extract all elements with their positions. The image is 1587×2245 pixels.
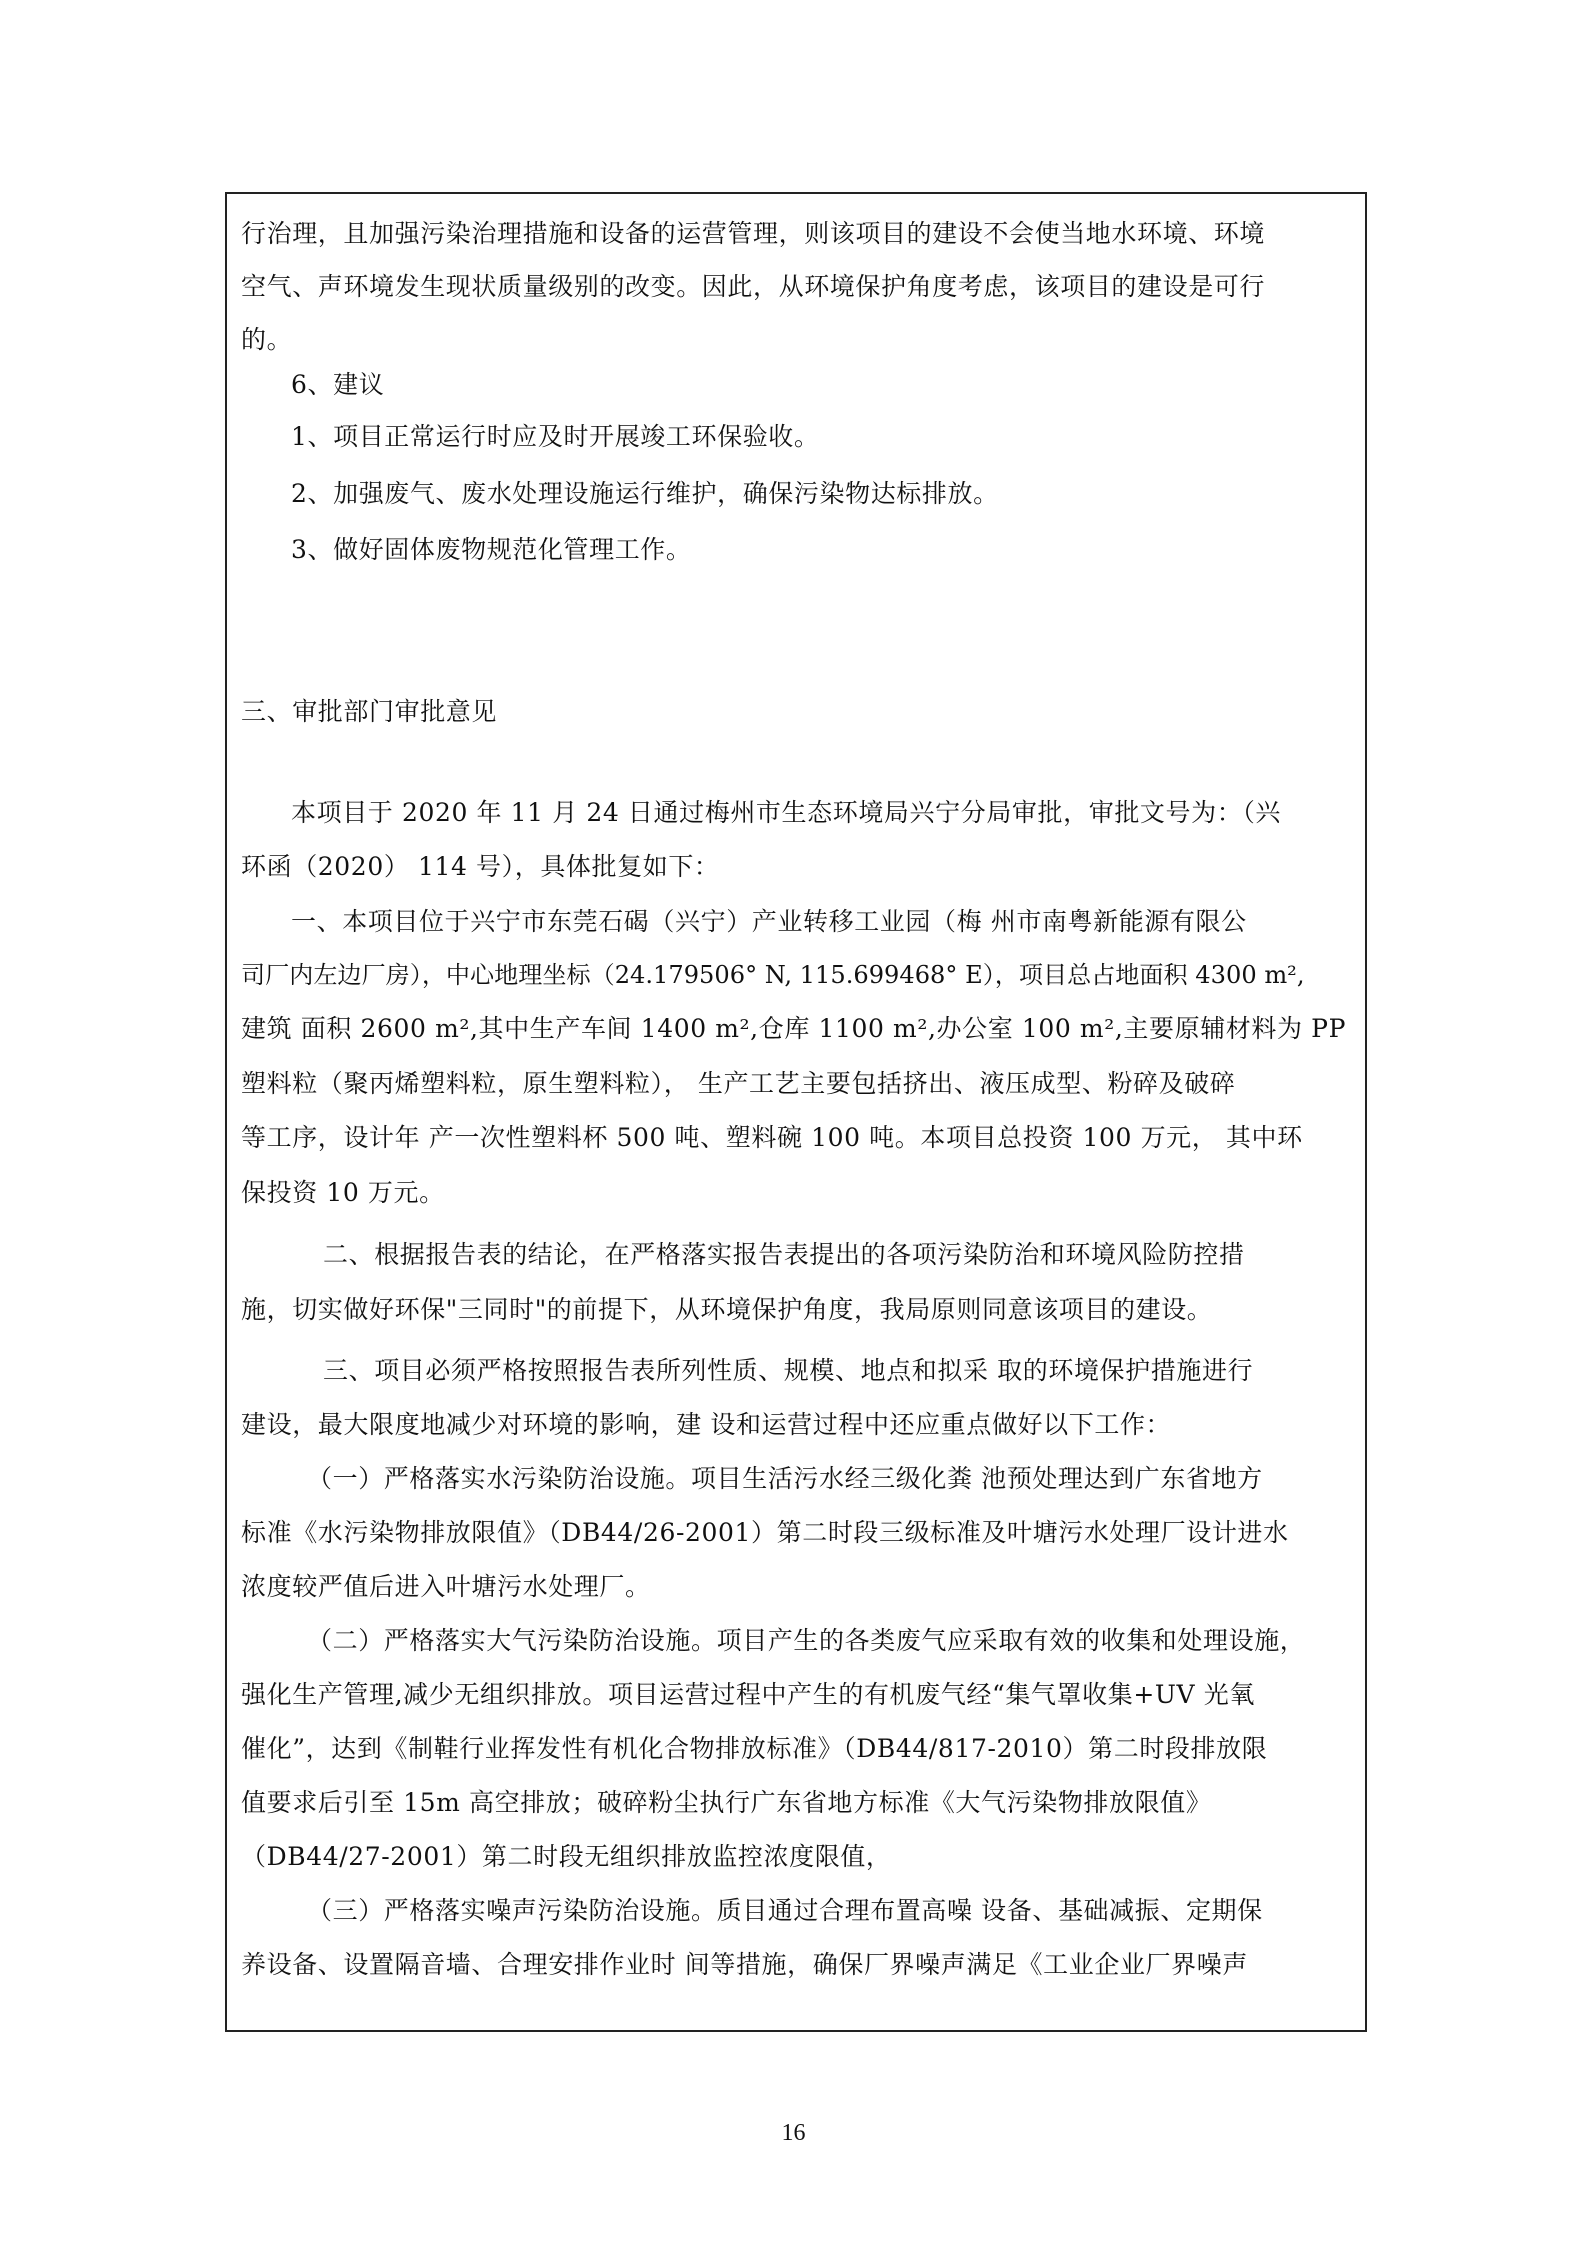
text-line: （三）严格落实噪声污染防治设施。质目通过合理布置高噪 设备、基础减振、定期保 <box>307 1896 1263 1925</box>
text-line: 催化”，达到《制鞋行业挥发性有机化合物排放标准》（DB44/817-2010）第二时段排放限 <box>241 1734 1268 1763</box>
section-heading: 6、建议 <box>291 370 385 399</box>
text-line: （DB44/27-2001）第二时段无组织排放监控浓度限值， <box>241 1842 892 1871</box>
text-line: 塑料粒（聚丙烯塑料粒，原生塑料粒）， 生产工艺主要包括挤出、液压成型、粉碎及破碎 <box>241 1069 1236 1098</box>
list-item: 2、加强废气、废水处理设施运行维护，确保污染物达标排放。 <box>291 479 999 508</box>
text-line: 建筑 面积 2600 m²,其中生产车间 1400 m²,仓库 1100 m²,办公室 100 m²,主要原辅材料为 PP <box>241 1014 1346 1043</box>
text-line: 标准《水污染物排放限值》（DB44/26-2001）第二时段三级标准及叶塘污水处理厂设计进水 <box>241 1518 1289 1547</box>
page-number: 16 <box>781 2120 806 2146</box>
text-line: 三、项目必须严格按照报告表所列性质、规模、地点和拟采 取的环境保护措施进行 <box>323 1356 1254 1385</box>
text-line: 建设，最大限度地减少对环境的影响，建 设和运营过程中还应重点做好以下工作： <box>241 1410 1172 1439</box>
text-line: 的。 <box>241 325 293 354</box>
section-heading: 三、审批部门审批意见 <box>241 697 498 726</box>
text-line: 司厂内左边厂房），中心地理坐标（24.179506° N, 115.699468° E），项目总占地面积 4300 m², <box>241 961 1305 989</box>
text-line: 施，切实做好环保"三同时"的前提下，从环境保护角度，我局原则同意该项目的建设。 <box>241 1295 1213 1324</box>
text-line: 行治理，且加强污染治理措施和设备的运营管理，则该项目的建设不会使当地水环境、环境 <box>241 219 1266 248</box>
text-line: 一、本项目位于兴宁市东莞石碣（兴宁）产业转移工业园（梅 州市南粤新能源有限公 <box>291 907 1247 936</box>
list-item: 1、项目正常运行时应及时开展竣工环保验收。 <box>291 422 820 451</box>
text-line: 浓度较严值后进入叶塘污水处理厂。 <box>241 1572 651 1601</box>
text-line: 强化生产管理,减少无组织排放。项目运营过程中产生的有机废气经“集气罩收集+UV 光氧 <box>241 1680 1255 1709</box>
text-line: （二）严格落实大气污染防治设施。项目产生的各类废气应采取有效的收集和处理设施， <box>307 1626 1306 1655</box>
text-line: 保投资 10 万元。 <box>241 1178 445 1207</box>
text-line: 环函（2020） 114 号），具体批复如下： <box>241 852 720 881</box>
text-line: （一）严格落实水污染防治设施。项目生活污水经三级化粪 池预处理达到广东省地方 <box>307 1464 1263 1493</box>
text-line: 等工序，设计年 产一次性塑料杯 500 吨、塑料碗 100 吨。本项目总投资 100 万元， 其中环 <box>241 1123 1303 1152</box>
text-line: 值要求后引至 15m 高空排放；破碎粉尘执行广东省地方标准《大气污染物排放限值》 <box>241 1788 1212 1817</box>
text-line: 本项目于 2020 年 11 月 24 日通过梅州市生态环境局兴宁分局审批，审批文号为：（兴 <box>291 798 1282 827</box>
text-line: 养设备、设置隔音墙、合理安排作业时 间等措施，确保厂界噪声满足《工业企业厂界噪声 <box>241 1950 1248 1979</box>
text-line: 空气、声环境发生现状质量级别的改变。因此，从环境保护角度考虑，该项目的建设是可行 <box>241 272 1266 301</box>
document-frame <box>225 192 1367 2032</box>
text-line: 二、根据报告表的结论，在严格落实报告表提出的各项污染防治和环境风险防控措 <box>323 1240 1245 1269</box>
list-item: 3、做好固体废物规范化管理工作。 <box>291 535 692 564</box>
